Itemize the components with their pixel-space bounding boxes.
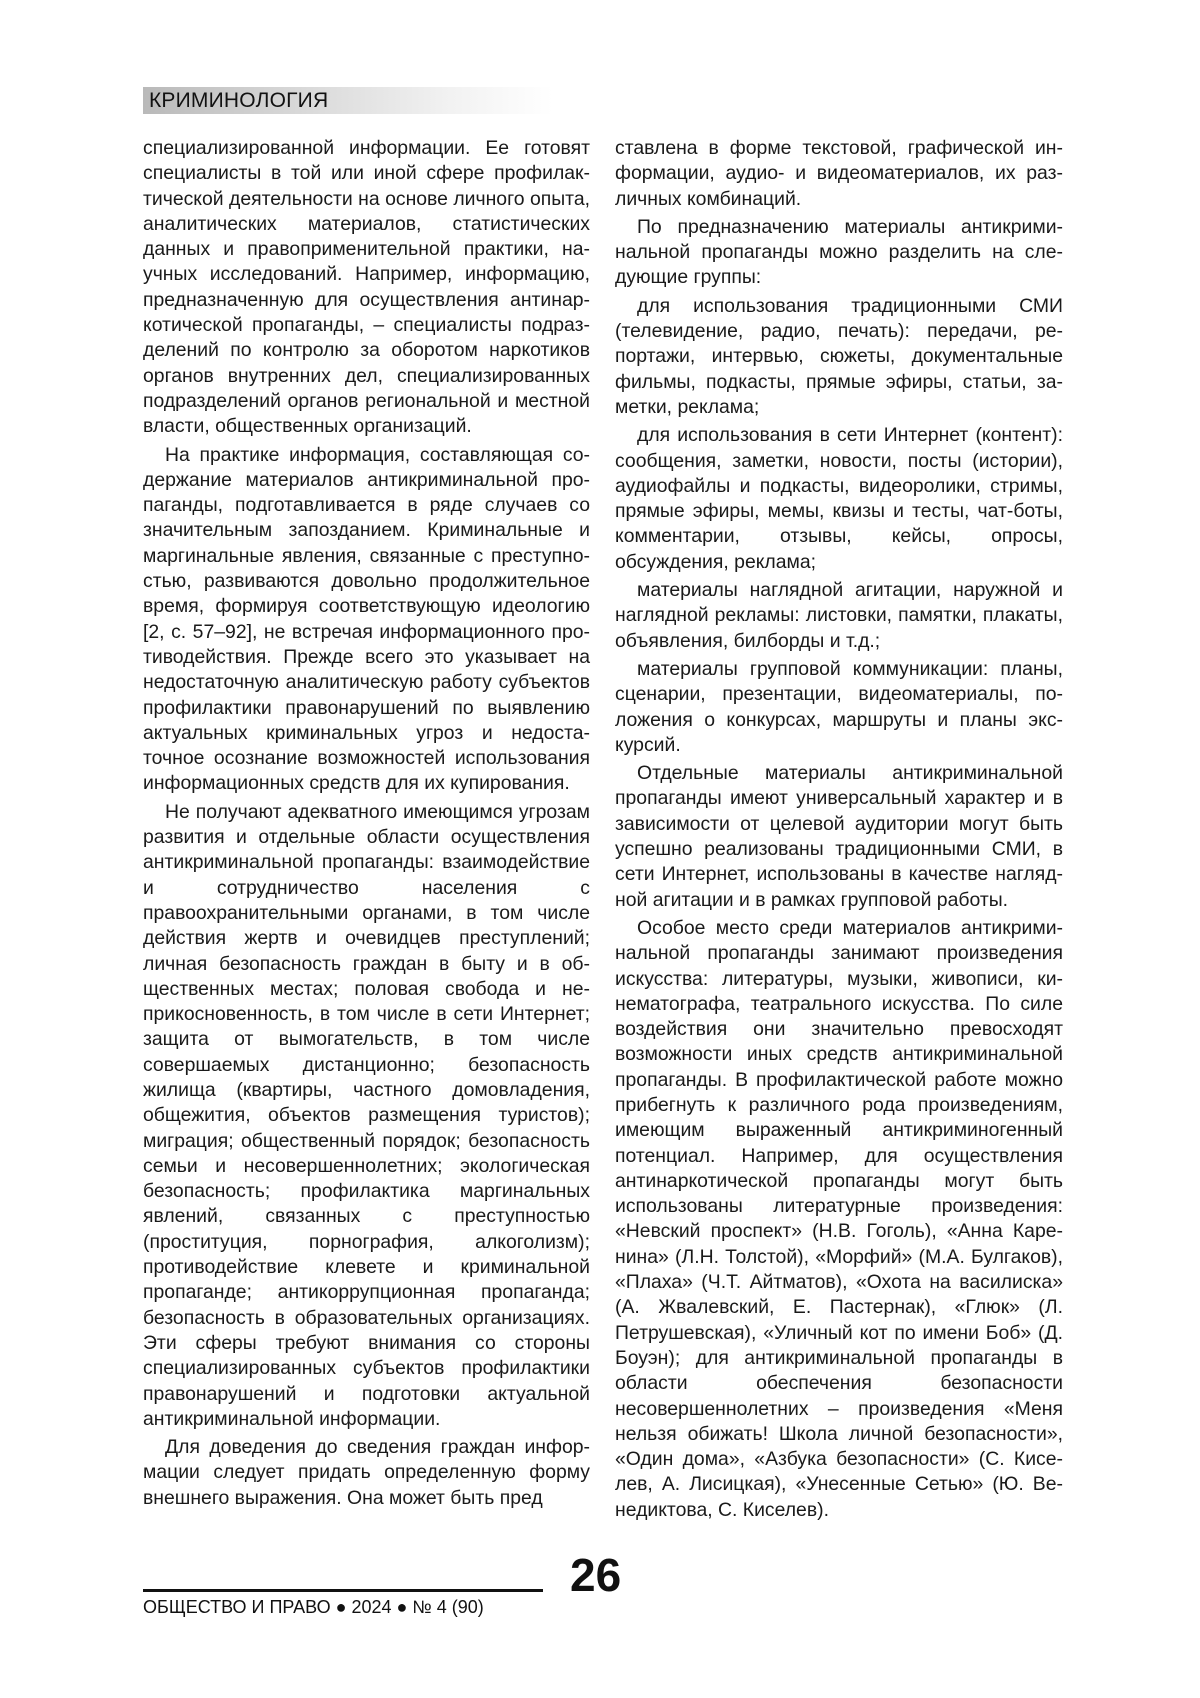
- list-paragraph: материалы наглядной агитации, наружной и наглядной рекламы: листовки, памятки, плакаты, объявления, билборды и т.д.;: [615, 579, 1063, 652]
- page-number: 26: [570, 1549, 622, 1601]
- list-paragraph: для использования традиционными СМИ (телевидение, радио, печать): передачи, репортажи, интервью, сюжеты, документальные фильмы, подкасты, прямые эфиры, статьи, заметки, реклама;: [615, 294, 1063, 418]
- section-title: КРИМИНОЛОГИЯ: [149, 89, 329, 112]
- paragraph: Для доведения до сведения граждан информации следует придать определенную форму внешнего выражения. Она может быть пред: [143, 1436, 590, 1509]
- footer-divider: [143, 1589, 543, 1592]
- paragraph: Не получают адекватного имеющимся угрозам развития и отдельные области осуществления антикриминальной пропаганды: взаимодействие и сотрудничество населения с правоохранительными органами, в том числе действия жертв и очевидцев преступлений; личная безопасность граждан в быту и в общественных местах; половая свобода и неприкосновенность, в том числе в сети Интернет; защита от вымогательств, в том числе совершаемых дистанционно; безопасность жилища (квартиры, частного домовладения, общежития, объектов размещения туристов); миграция; общественный порядок; безопасность семьи и несовершеннолетних; экологическая безопасность; профилактика маргинальных явлений, связанных с преступностью (проституция, порнография, алкоголизм); противодействие клевете и криминальной пропаганде; антикоррупционная пропаганда; безопасность в образовательных организациях. Эти сферы требуют внимания со стороны специализированных субъектов профилактики правонарушений и подготовки актуальной антикриминальной информации.: [143, 800, 590, 1430]
- paragraph: Особое место среди материалов антикриминальной пропаганды занимают произведения искусства: литературы, музыки, живописи, кинематографа, театрального искусства. По силе воздействия они значительно превосходят возможности иных средств антикриминальной пропаганды. В профилактической работе можно прибегнуть к различного рода произведениям, имеющим выраженный антикриминогенный потенциал. Например, для осуществления антинаркотической пропаганды могут быть использованы литературные произведения: «Невский проспект» (Н.В. Гоголь), «Анна Каренина» (Л.Н. Толстой), «Морфий» (М.А. Булгаков), «Плаха» (Ч.Т. Айтматов), «Охота на василиска» (А. Жвалевский, Е. Пастернак), «Глюк» (Л. Петрушевская), «Уличный кот по имени Боб» (Д. Боуэн); для антикриминальной пропаганды в области обеспечения безопасности несовершеннолетних – произведения «Меня нельзя обижать! Школа личной безопасности», «Один дома», «Азбука безопасности» (С. Киселев, А. Лисицкая), «Унесенные Сетью» (Ю. Венедиктова, С. Киселев).: [615, 916, 1063, 1521]
- journal-info: ОБЩЕСТВО И ПРАВО ● 2024 ● № 4 (90): [143, 1597, 484, 1617]
- list-paragraph: материалы групповой коммуникации: планы, сценарии, презентации, видеоматериалы, положения о конкурсах, маршруты и планы экскурсий.: [615, 657, 1063, 756]
- paragraph: Отдельные материалы антикриминальной пропаганды имеют универсальный характер и в зависимости от целевой аудитории могут быть успешно реализованы традиционными СМИ, в сети Интернет, использованы в качестве наглядной агитации и в рамках групповой работы.: [615, 762, 1063, 911]
- left-column: [143, 136, 590, 1511]
- paragraph: На практике информация, составляющая содержание материалов антикриминальной пропаганды, подготавливается в ряде случаев со значительным запозданием. Криминальные и маргинальные явления, связанные с преступностью, развиваются довольно продолжительное время, формируя соответствующую идеологию [2, с. 57–92], не встречая информационного противодействия. Прежде всего это указывает на недостаточную аналитическую работу субъектов профилактики правонарушений по выявлению актуальных криминальных угроз и недостаточное осознание возможностей использования информационных средств для их купирования.: [143, 443, 590, 795]
- paragraph: По предназначению материалы антикриминальной пропаганды можно разделить на следующие группы:: [615, 215, 1063, 289]
- right-column: [615, 136, 1063, 1523]
- section-header-bar: [143, 87, 553, 114]
- paragraph: ставлена в форме текстовой, графической информации, аудио- и видеоматериалов, их различных комбинаций.: [615, 137, 1063, 210]
- list-paragraph: для использования в сети Интернет (контент): сообщения, заметки, новости, посты (истории), аудиофайлы и подкасты, видеоролики, стримы, прямые эфиры, мемы, квизы и тесты, чат-боты, комментарии, отзывы, кейсы, опросы, обсуждения, реклама;: [615, 424, 1063, 573]
- paragraph: специализированной информации. Ее готовят специалисты в той или иной сфере профилактической деятельности на основе личного опыта, аналитических материалов, статистических данных и правоприменительной практики, научных исследований. Например, информацию, предназначенную для осуществления антинаркотической пропаганды, – специалисты подразделений по контролю за оборотом наркотиков органов внутренних дел, специализированных подразделений органов региональной и местной власти, общественных организаций.: [143, 137, 590, 438]
